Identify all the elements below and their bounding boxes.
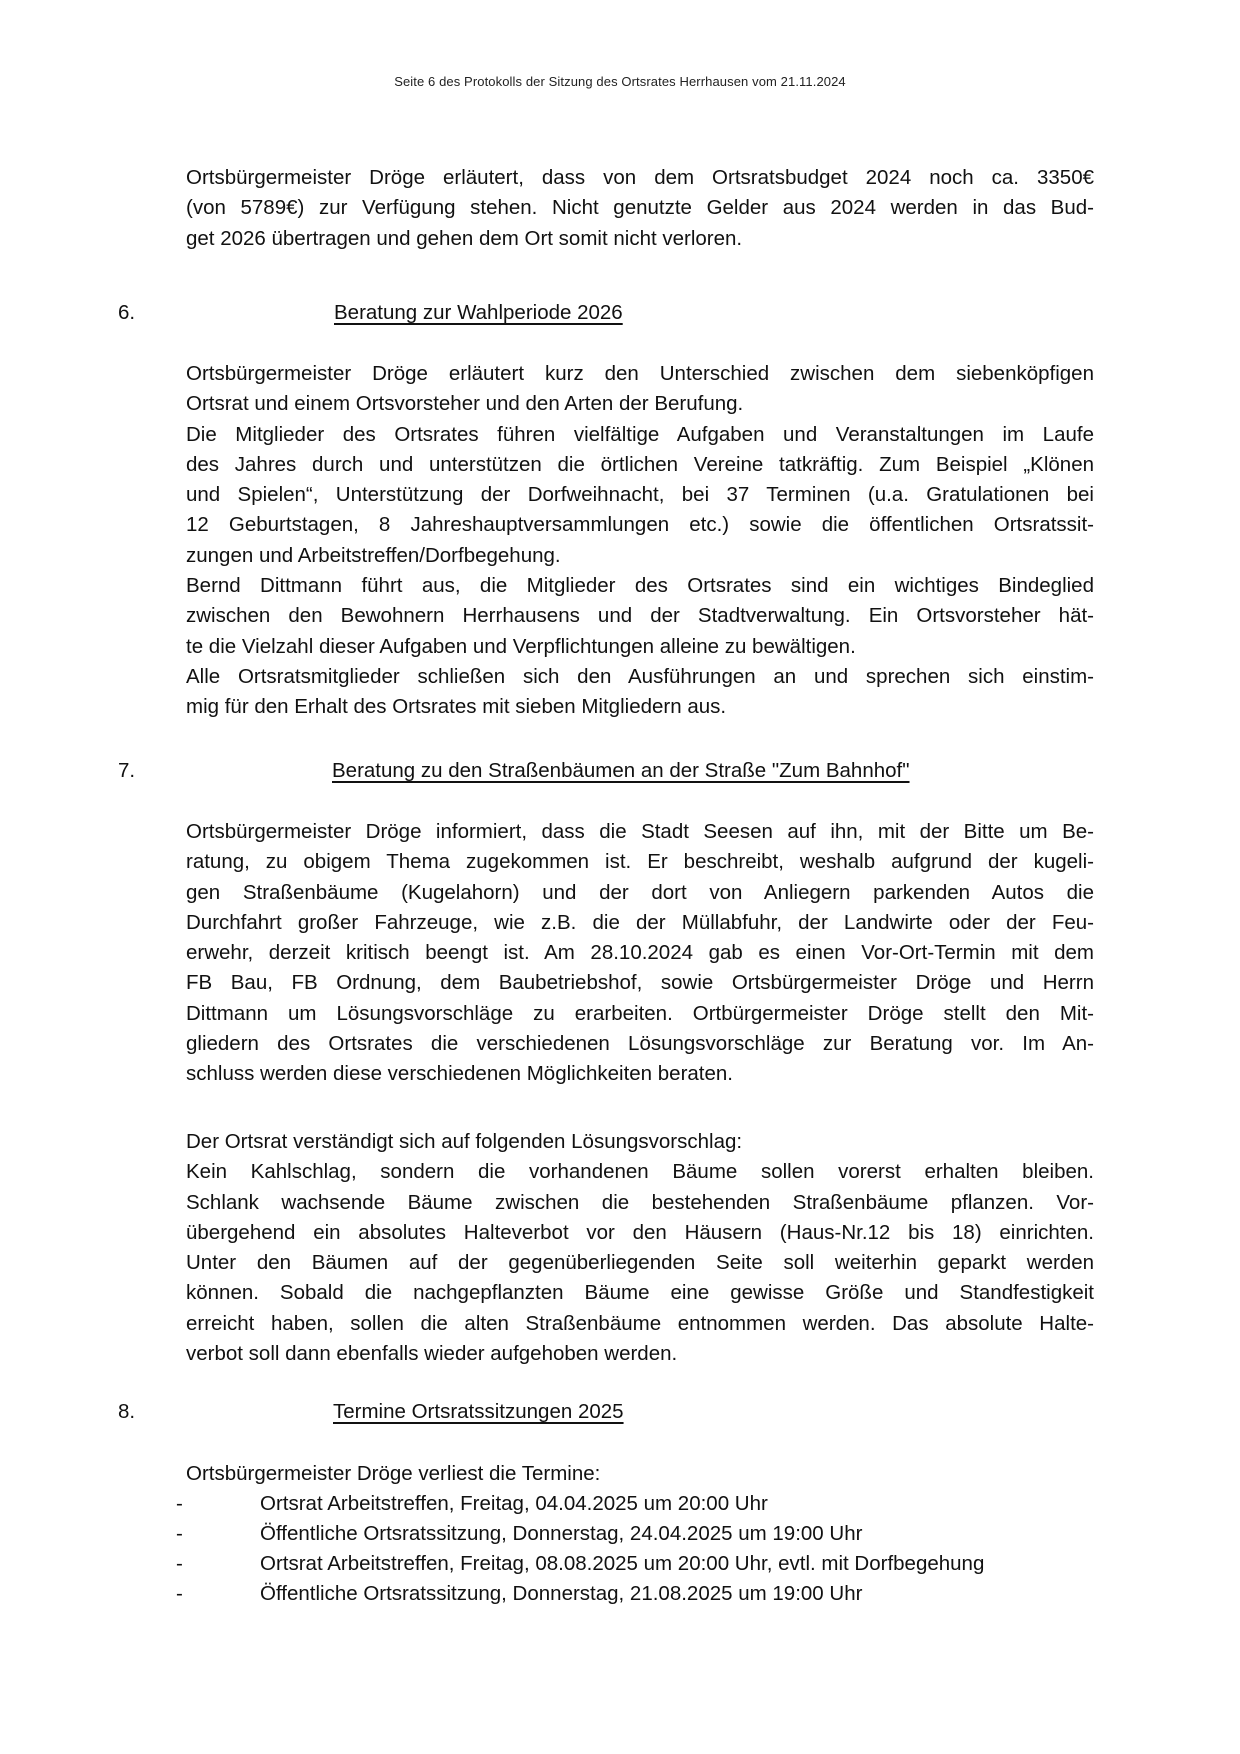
text-line: Ortsrat und einem Ortsvorsteher und den Arten der Berufung. xyxy=(186,392,744,416)
section-7-body-2 xyxy=(186,1127,1094,1369)
section-8-intro xyxy=(186,1459,1094,1489)
text-line: gliedern des Ortsrates die verschiedenen Lösungsvorschläge zur Beratung vor. Im An- xyxy=(186,1032,1094,1056)
text-line: Alle Ortsratsmitglieder schließen sich den Ausführungen an und sprechen sich einstim- xyxy=(186,664,1094,688)
text-line: Ortsbürgermeister Dröge erläutert kurz den Unterschied zwischen dem siebenköpfigen xyxy=(186,362,1094,385)
text-line: können. Sobald die nachgepflanzten Bäume eine gewisse Größe und Standfestigkeit xyxy=(186,1281,1094,1305)
section-number: 8. xyxy=(118,1400,136,1423)
section-title: Termine Ortsratssitzungen 2025 xyxy=(333,1400,624,1423)
text-line: (von 5789€) zur Verfügung stehen. Nicht genutzte Gelder aus 2024 werden in das Bud- xyxy=(186,196,1094,220)
text-line: Unter den Bäumen auf der gegenüberliegenden Seite soll weiterhin geparkt werden xyxy=(186,1251,1094,1275)
list-bullet: - xyxy=(176,1522,183,1545)
text-line: übergehend ein absolutes Halteverbot vor den Häusern (Haus-Nr.12 bis 18) einrichten. xyxy=(186,1220,1094,1244)
list-bullet: - xyxy=(176,1552,183,1575)
text-line: mig für den Erhalt des Ortsrates mit sieben Mitgliedern aus. xyxy=(186,695,727,719)
text-line: Schlank wachsende Bäume zwischen die bestehenden Straßenbäume pflanzen. Vor- xyxy=(186,1190,1094,1214)
section-number: 7. xyxy=(118,759,136,782)
text-line: Der Ortsrat verständigt sich auf folgenden Lösungsvorschlag: xyxy=(186,1130,743,1153)
section-number: 6. xyxy=(118,301,136,324)
text-line: Kein Kahlschlag, sondern die vorhandenen Bäume sollen vorerst erhalten bleiben. xyxy=(186,1160,1094,1184)
list-bullet: - xyxy=(176,1582,183,1605)
appointment-item xyxy=(0,1489,1240,1519)
section-title: Beratung zu den Straßenbäumen an der Straße "Zum Bahnhof" xyxy=(332,759,910,782)
appointment-text: Ortsrat Arbeitstreffen, Freitag, 04.04.2025 um 20:00 Uhr xyxy=(260,1492,768,1515)
text-line: verbot soll dann ebenfalls wieder aufgehoben werden. xyxy=(186,1342,678,1366)
appointment-item xyxy=(0,1519,1240,1549)
text-line: Ortsbürgermeister Dröge informiert, dass die Stadt Seesen auf ihn, mit der Bitte um Be- xyxy=(186,820,1094,843)
text-line: Dittmann um Lösungsvorschläge zu erarbeiten. Ortbürgermeister Dröge stellt den Mit- xyxy=(186,1001,1094,1025)
text-line: zwischen den Bewohnern Herrhausens und der Stadtverwaltung. Ein Ortsvorsteher hät- xyxy=(186,604,1094,628)
text-line: FB Bau, FB Ordnung, dem Baubetriebshof, sowie Ortsbürgermeister Dröge und Herrn xyxy=(186,971,1094,995)
text-line: schluss werden diese verschiedenen Möglichkeiten beraten. xyxy=(186,1062,733,1086)
text-line: Ortsbürgermeister Dröge verliest die Termine: xyxy=(186,1462,601,1485)
text-line: erreicht haben, sollen die alten Straßenbäume entnommen werden. Das absolute Halte- xyxy=(186,1311,1094,1335)
appointment-text: Öffentliche Ortsratssitzung, Donnerstag, 21.08.2025 um 19:00 Uhr xyxy=(260,1582,863,1605)
text-line: Die Mitglieder des Ortsrates führen vielfältige Aufgaben und Veranstaltungen im Laufe xyxy=(186,422,1094,446)
text-line: Durchfahrt großer Fahrzeuge, wie z.B. die der Müllabfuhr, der Landwirte oder der Feu- xyxy=(186,910,1094,934)
appointment-text: Ortsrat Arbeitstreffen, Freitag, 08.08.2025 um 20:00 Uhr, evtl. mit Dorfbegehung xyxy=(260,1552,985,1575)
section-title: Beratung zur Wahlperiode 2026 xyxy=(334,301,623,324)
text-line: des Jahres durch und unterstützen die örtlichen Vereine tatkräftig. Zum Beispiel „Klönen xyxy=(186,452,1094,476)
text-line: zungen und Arbeitstreffen/Dorfbegehung. xyxy=(186,543,561,567)
text-line: erwehr, derzeit kritisch beengt ist. Am 28.10.2024 gab es einen Vor-Ort-Termin mit dem xyxy=(186,941,1094,965)
appointment-item xyxy=(0,1579,1240,1609)
page-header: Seite 6 des Protokolls der Sitzung des Ortsrates Herrhausen vom 21.11.2024 xyxy=(394,74,846,89)
section-7-body-1 xyxy=(186,817,1094,1090)
appointment-text: Öffentliche Ortsratssitzung, Donnerstag, 24.04.2025 um 19:00 Uhr xyxy=(260,1522,863,1545)
text-line: und Spielen“, Unterstützung der Dorfweihnacht, bei 37 Terminen (u.a. Gratulationen bei xyxy=(186,483,1094,507)
appointment-item xyxy=(0,1549,1240,1579)
list-bullet: - xyxy=(176,1492,183,1515)
text-line: te die Vielzahl dieser Aufgaben und Verpflichtungen alleine zu bewältigen. xyxy=(186,634,856,658)
text-line: gen Straßenbäume (Kugelahorn) und der dort von Anliegern parkenden Autos die xyxy=(186,880,1094,904)
text-line: ratung, zu obigem Thema zugekommen ist. Er beschreibt, weshalb aufgrund der kugeli- xyxy=(186,850,1094,874)
section-6-body xyxy=(186,359,1094,723)
intro-paragraph xyxy=(186,163,1094,254)
text-line: Ortsbürgermeister Dröge erläutert, dass von dem Ortsratsbudget 2024 noch ca. 3350€ xyxy=(186,166,1094,189)
text-line: 12 Geburtstagen, 8 Jahreshauptversammlungen etc.) sowie die öffentlichen Ortsratssit- xyxy=(186,513,1094,537)
text-line: Bernd Dittmann führt aus, die Mitglieder des Ortsrates sind ein wichtiges Bindeglied xyxy=(186,574,1094,598)
text-line: get 2026 übertragen und gehen dem Ort somit nicht verloren. xyxy=(186,226,743,250)
